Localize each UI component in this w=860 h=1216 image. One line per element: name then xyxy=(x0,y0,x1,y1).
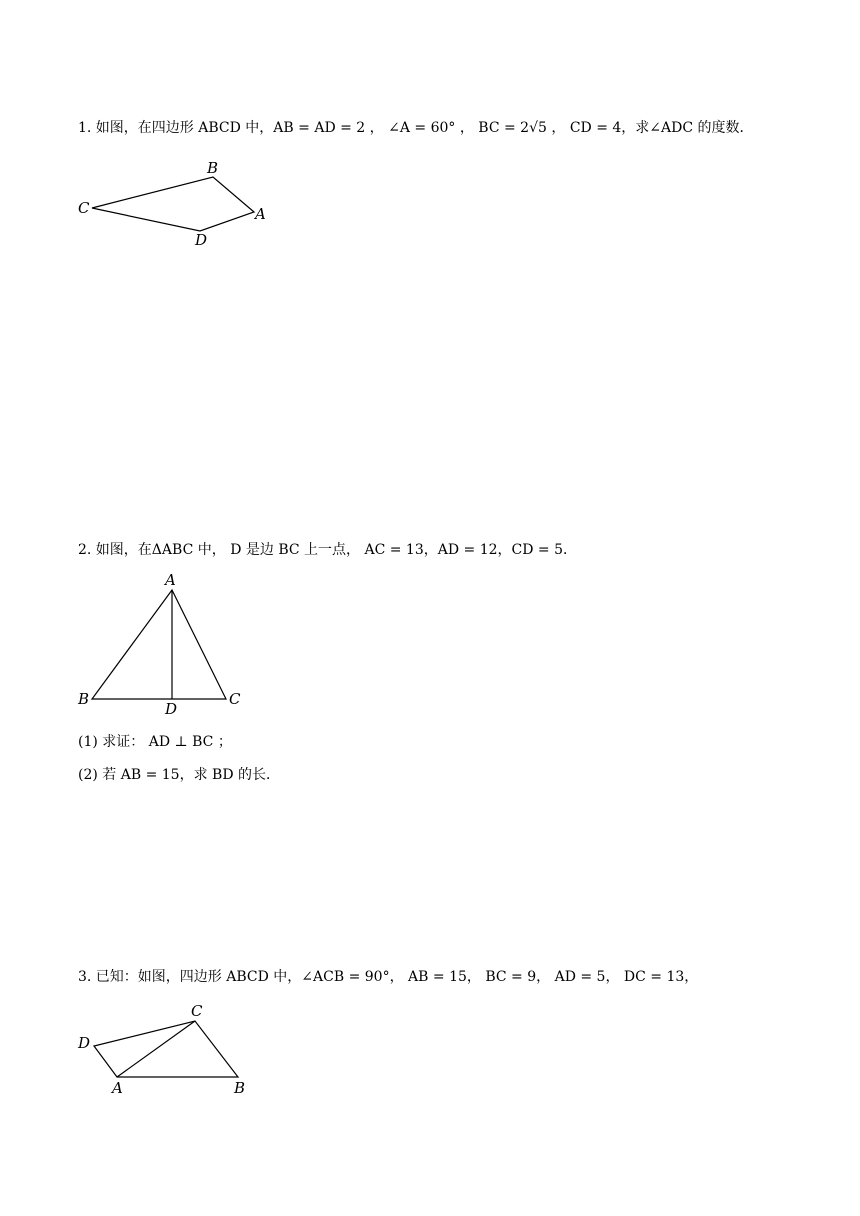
label-a: A xyxy=(112,1079,123,1097)
diagonal-ac xyxy=(117,1021,195,1077)
question-1-text: 1. 如图，在四边形 ABCD 中，AB = AD = 2 ， ∠A = 60° ， BC = 2√5 ， CD = 4，求∠ADC 的度数． xyxy=(78,120,754,136)
question-2-part-2: (2) 若 AB = 15，求 BD 的长． xyxy=(78,767,280,783)
label-c: C xyxy=(78,199,90,217)
label-a: A xyxy=(255,205,266,223)
label-b: B xyxy=(207,159,219,177)
label-a: A xyxy=(165,571,176,589)
label-d: D xyxy=(165,700,178,718)
label-c: C xyxy=(191,1002,203,1020)
quadrilateral-abcd xyxy=(94,1021,238,1077)
label-b: B xyxy=(234,1079,246,1097)
question-2-text: 2. 如图，在ΔABC 中， D 是边 BC 上一点， AC = 13，AD = 12，CD = 5． xyxy=(78,542,577,558)
question-2-figure xyxy=(0,565,300,725)
question-1-figure xyxy=(0,150,300,250)
triangle-abc xyxy=(92,590,226,699)
quadrilateral-abcd xyxy=(92,177,254,231)
label-b: B xyxy=(78,690,90,708)
label-c: C xyxy=(229,690,241,708)
label-d: D xyxy=(195,231,208,249)
question-2-part-1: (1) 求证： AD ⊥ BC ； xyxy=(78,734,232,750)
question-3-text: 3. 已知：如图，四边形 ABCD 中，∠ACB = 90°， AB = 15， BC = 9， AD = 5， DC = 13， xyxy=(78,969,699,985)
label-d: D xyxy=(78,1034,91,1052)
question-3-figure xyxy=(0,995,300,1105)
